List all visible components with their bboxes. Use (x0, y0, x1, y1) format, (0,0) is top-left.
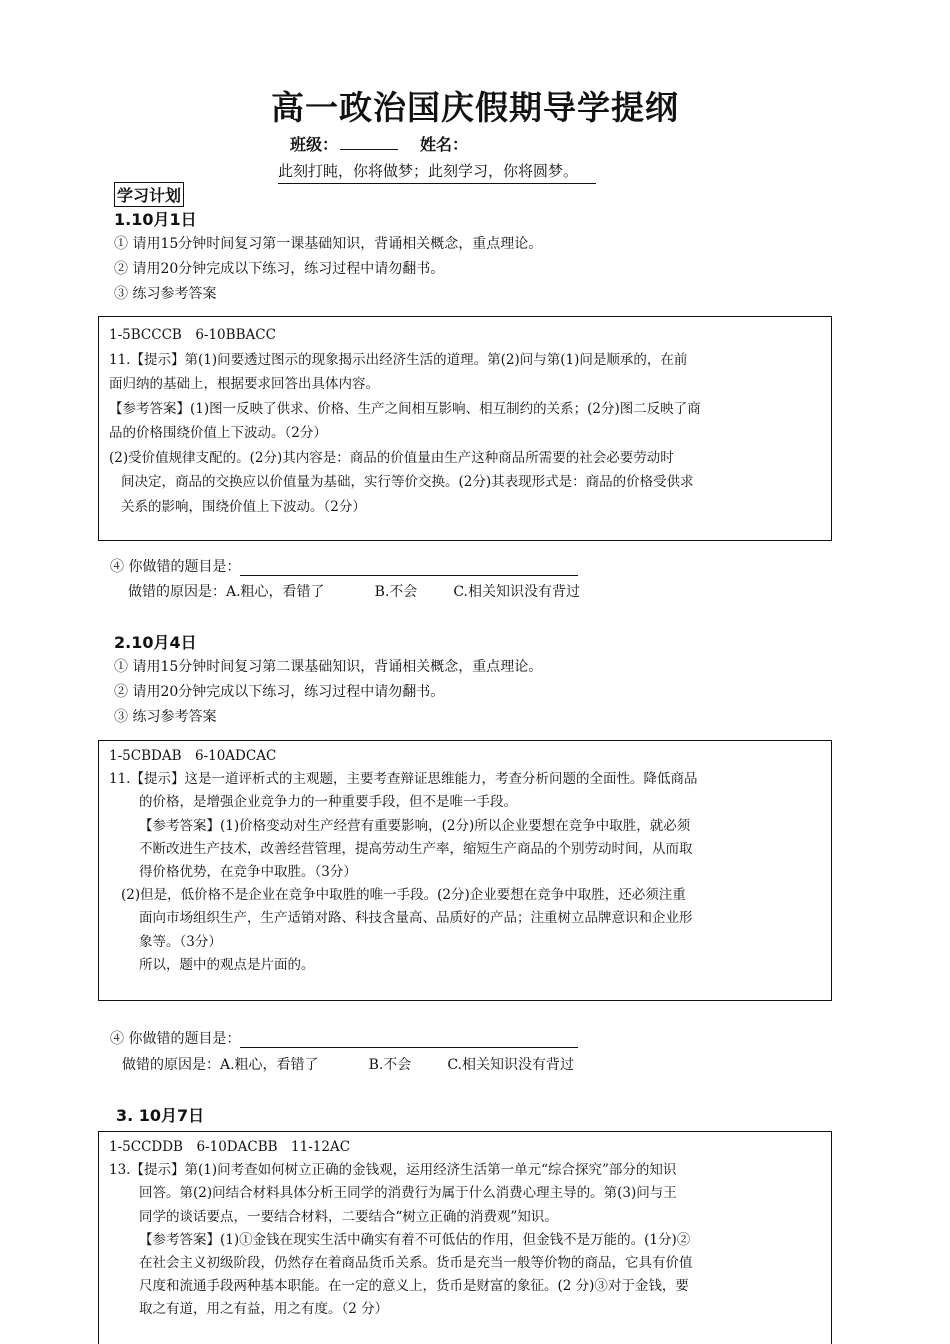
answer-line: 回答。第(2)问结合材料具体分析王同学的消费行为属于什么消费心理主导的。第(3)问与王 (139, 1185, 677, 1202)
section-1-step-3: ③ 练习参考答案 (114, 286, 217, 302)
section-3-date: 3. 10月7日 (116, 1106, 205, 1125)
section-1-answer-box (98, 316, 832, 541)
reason-c: C.相关知识没有背过 (453, 584, 580, 600)
answer-line: 【参考答案】(1)①金钱在现实生活中确实有着不可低估的作用，但金钱不是万能的。(1分)② (139, 1231, 691, 1248)
section-2-step-3: ③ 练习参考答案 (114, 709, 217, 725)
reason-b: B.不会 (374, 584, 418, 600)
section-1-date: 1.10月1日 (114, 210, 197, 229)
answer-line: 不断改进生产技术，改善经营管理，提高劳动生产率，缩短生产商品的个别劳动时间，从而取 (139, 840, 693, 857)
answer-line: 关系的影响，围绕价值上下波动。（2分） (121, 498, 366, 515)
section-1-reason (128, 581, 580, 601)
section-2-answer-box (98, 740, 832, 1001)
section-1-step-1: ① 请用15分钟时间复习第一课基础知识，背诵相关概念，重点理论。 (114, 236, 543, 252)
page-title: 高一政治国庆假期导学提纲 (271, 88, 679, 127)
answer-line: (2)受价值规律支配的。(2分)其内容是：商品的价值量由生产这种商品所需要的社会必要劳动时 (109, 449, 674, 466)
answer-line: 面归纳的基础上，根据要求回答出具体内容。 (109, 376, 379, 392)
answer-line: 取之有道，用之有益，用之有度。（2 分） (139, 1301, 389, 1318)
reason-a: 做错的原因是：A.粗心，看错了 (122, 1057, 319, 1073)
answer-line: 【参考答案】(1)图一反映了供求、价格、生产之间相互影响、相互制约的关系；(2分)图二反映了商 (109, 400, 701, 417)
section-2-reason (122, 1054, 574, 1074)
answer-line: 【参考答案】(1)价格变动对生产经营有重要影响，(2分)所以企业要想在竞争中取胜，就必须 (139, 817, 691, 834)
answer-line: (2)但是，低价格不是企业在竞争中取胜的唯一手段。(2分)企业要想在竞争中取胜，还必须注重 (121, 887, 686, 904)
answer-line: 尺度和流通手段两种基本职能。在一定的意义上，货币是财富的象征。(2 分)③对于金钱，要 (139, 1278, 689, 1295)
motto: 此刻打盹，你将做梦；此刻学习，你将圆梦。 (278, 160, 596, 184)
answer-line: 13.【提示】第(1)问考查如何树立正确的金钱观，运用经济生活第一单元“综合探究”部分的知识 (109, 1162, 677, 1179)
class-name-line (290, 132, 468, 155)
section-2-step-1: ① 请用15分钟时间复习第二课基础知识，背诵相关概念，重点理论。 (114, 659, 543, 675)
wrong-answer-line[interactable] (240, 1033, 578, 1048)
section-1-wrong (110, 556, 578, 576)
reason-b: B.不会 (368, 1057, 412, 1073)
answer-line: 1-5CBDAB 6-10ADCAC (109, 748, 277, 764)
answer-line: 11.【提示】第(1)问要透过图示的现象揭示出经济生活的道理。第(2)问与第(1)问是顺承的，在前 (109, 351, 688, 368)
wrong-label: ④ 你做错的题目是： (110, 1031, 241, 1047)
answer-line: 所以，题中的观点是片面的。 (139, 956, 315, 973)
wrong-answer-line[interactable] (240, 561, 578, 576)
answer-line: 得价格优势，在竞争中取胜。（3分） (139, 864, 357, 881)
section-3-answer-box (98, 1131, 832, 1344)
plan-label: 学习计划 (114, 182, 184, 207)
reason-a: 做错的原因是：A.粗心，看错了 (128, 584, 325, 600)
section-1-step-2: ② 请用20分钟完成以下练习，练习过程中请勿翻书。 (114, 261, 445, 277)
wrong-label: ④ 你做错的题目是： (110, 559, 241, 575)
answer-line: 11.【提示】这是一道评析式的主观题，主要考查辩证思维能力，考查分析问题的全面性。降低商品 (109, 771, 698, 788)
section-2-date: 2.10月4日 (114, 633, 197, 652)
answer-line: 面向市场组织生产，生产适销对路、科技含量高、品质好的产品；注重树立品牌意识和企业形 (139, 910, 693, 927)
answer-line: 象等。（3分） (139, 933, 222, 950)
section-2-step-2: ② 请用20分钟完成以下练习，练习过程中请勿翻书。 (114, 684, 445, 700)
section-2-wrong (110, 1028, 578, 1048)
answer-line: 品的价格围绕价值上下波动。（2分） (109, 425, 327, 441)
class-blank (340, 135, 398, 150)
answer-line: 同学的谈话要点，一要结合材料，二要结合“树立正确的消费观”知识。 (139, 1208, 558, 1225)
answer-line: 的价格，是增强企业竞争力的一种重要手段，但不是唯一手段。 (139, 794, 517, 811)
reason-c: C.相关知识没有背过 (447, 1057, 574, 1073)
name-label: 姓名： (420, 135, 469, 154)
answer-line: 间决定，商品的交换应以价值量为基础，实行等价交换。(2分)其表现形式是：商品的价格受供求 (121, 474, 694, 490)
class-label: 班级： (290, 135, 339, 154)
answer-line: 在社会主义初级阶段，仍然存在着商品货币关系。货币是充当一般等价物的商品，它具有价值 (139, 1255, 693, 1272)
answer-line: 1-5CCDDB 6-10DACBB 11-12AC (109, 1139, 351, 1155)
answer-line: 1-5BCCCB 6-10BBACC (109, 327, 276, 343)
